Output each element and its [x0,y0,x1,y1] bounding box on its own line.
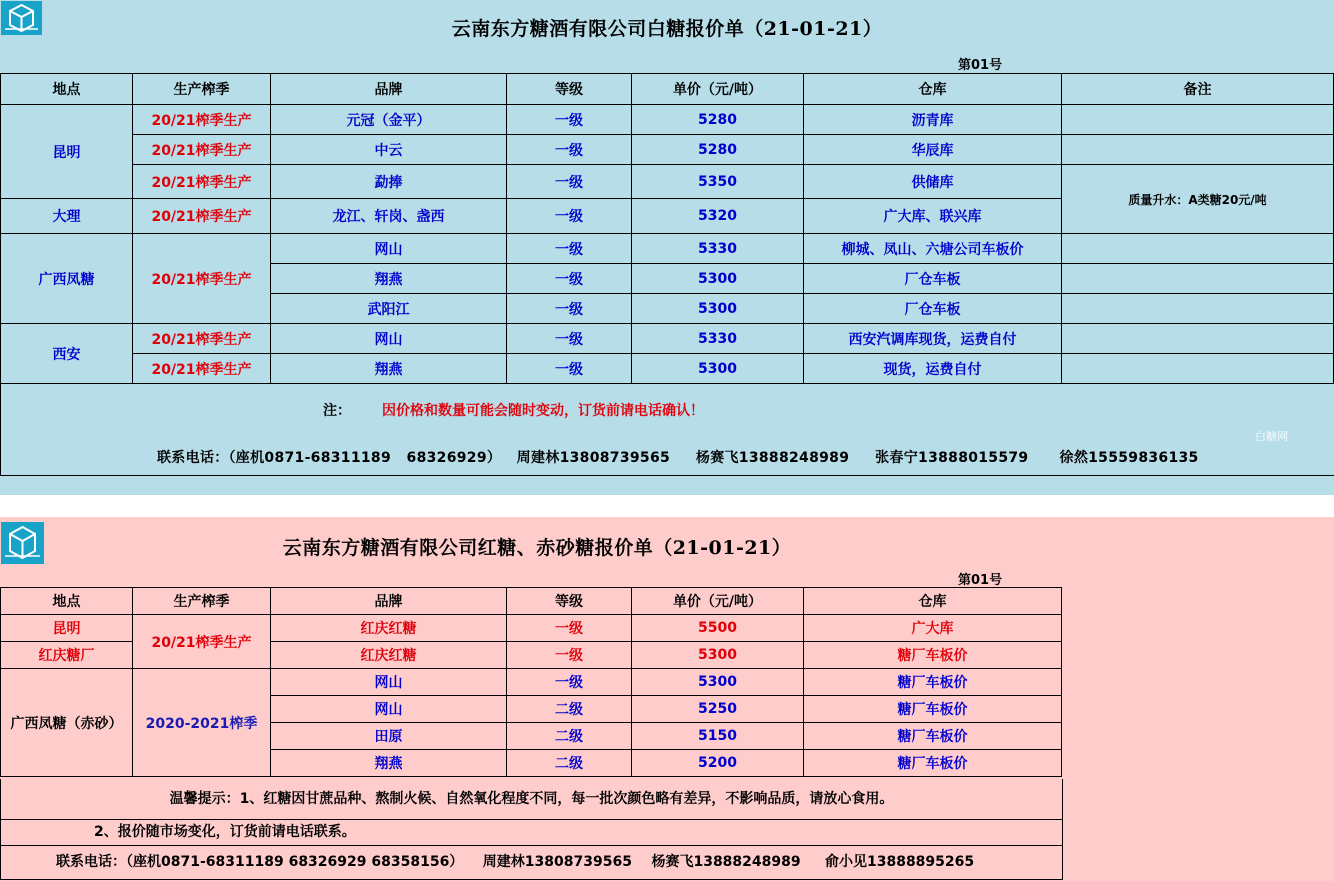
note-label: 注： [323,403,351,419]
cell-price: 5300 [632,642,804,669]
cell-grade: 二级 [507,723,632,750]
contact-info: 联系电话：（座机0871-68311189 68326929） 周建林13808739565 杨赛飞13888248989 张春宁13888015579 徐然15559836135 [157,450,1199,466]
cell-grade: 一级 [507,105,632,135]
table-header-row [1,74,1334,105]
cell-brand: 翔燕 [271,264,507,294]
cell-warehouse: 糖厂车板价 [804,696,1062,723]
cell-location: 昆明 [1,105,133,199]
cell-brand: 田原 [271,723,507,750]
cell-remark [1062,264,1334,294]
cell-warehouse: 沥青库 [804,105,1062,135]
header-warehouse: 仓库 [804,588,1062,615]
cell-price: 5300 [632,264,804,294]
cell-season: 20/21榨季生产 [133,199,271,234]
page-title: 云南东方糖酒有限公司白糖报价单（21-01-21） [451,18,883,40]
header-location: 地点 [1,74,133,105]
header-brand: 品牌 [271,74,507,105]
header-price: 单价（元/吨） [632,588,804,615]
cell-warehouse: 厂仓车板 [804,264,1062,294]
cell-warehouse: 厂仓车板 [804,294,1062,324]
cell-price: 5320 [632,199,804,234]
cell-grade: 一级 [507,165,632,199]
cell-brand: 中云 [271,135,507,165]
cell-season: 20/21榨季生产 [133,354,271,384]
cell-season: 20/21榨季生产 [133,135,271,165]
cell-price: 5250 [632,696,804,723]
cell-location: 昆明 [1,615,133,642]
cell-remark-quality: 质量升水：A类糖20元/吨 [1062,165,1334,234]
cell-location: 大理 [1,199,133,234]
header-season: 生产榨季 [133,74,271,105]
cell-brand: 翔燕 [271,750,507,777]
tip-line-2: 2、报价随市场变化，订货前请电话联系。 [0,819,1063,846]
header-warehouse: 仓库 [804,74,1062,105]
contact-info: 联系电话：（座机0871-68311189 68326929 68358156） 周建林13808739565 杨赛飞13888248989 俞小见13888895265 [0,845,1063,880]
cell-brand: 红庆红糖 [271,615,507,642]
page-title: 云南东方糖酒有限公司红糖、赤砂糖报价单（21-01-21） [282,537,792,559]
cell-grade: 一级 [507,642,632,669]
cell-brand: 龙江、轩岗、盏西 [271,199,507,234]
cell-warehouse: 糖厂车板价 [804,669,1062,696]
cell-remark [1062,354,1334,384]
cell-warehouse: 广大库、联兴库 [804,199,1062,234]
cell-price: 5330 [632,234,804,264]
cell-brand: 元冠（金平） [271,105,507,135]
header-grade: 等级 [507,74,632,105]
cell-location: 广西凤糖 [1,234,133,324]
header-season: 生产榨季 [133,588,271,615]
header-price: 单价（元/吨） [632,74,804,105]
cell-warehouse: 糖厂车板价 [804,750,1062,777]
cell-price: 5350 [632,165,804,199]
cell-grade: 一级 [507,669,632,696]
cell-grade: 一级 [507,294,632,324]
header-brand: 品牌 [271,588,507,615]
cell-price: 5300 [632,354,804,384]
cell-warehouse: 华辰库 [804,135,1062,165]
cell-price: 5500 [632,615,804,642]
cell-warehouse: 柳城、凤山、六塘公司车板价 [804,234,1062,264]
cell-location: 广西凤糖（赤砂） [1,669,133,777]
cell-brand: 网山 [271,324,507,354]
brown-sugar-sheet [0,517,1334,881]
header-grade: 等级 [507,588,632,615]
cell-warehouse: 现货，运费自付 [804,354,1062,384]
brown-sugar-price-table [0,587,1062,777]
cell-season: 20/21榨季生产 [133,234,271,324]
cell-grade: 一级 [507,135,632,165]
watermark: 白糖网 [1255,430,1288,443]
table-row [1,105,1334,135]
cell-price: 5330 [632,324,804,354]
cell-warehouse: 广大库 [804,615,1062,642]
cell-brand: 网山 [271,669,507,696]
cell-grade: 一级 [507,324,632,354]
cell-price: 5200 [632,750,804,777]
cell-warehouse: 糖厂车板价 [804,723,1062,750]
document-number: 第01号 [958,573,1003,588]
cell-brand: 勐捧 [271,165,507,199]
cell-grade: 一级 [507,234,632,264]
table-row [1,135,1334,165]
cell-remark [1062,105,1334,135]
cell-remark [1062,294,1334,324]
cell-season: 20/21榨季生产 [133,105,271,135]
cell-grade: 一级 [507,615,632,642]
table-row [1,615,1062,642]
cell-grade: 二级 [507,696,632,723]
header-remark: 备注 [1062,74,1334,105]
table-row [1,234,1334,264]
cell-grade: 二级 [507,750,632,777]
table-row [1,669,1062,696]
cell-price: 5300 [632,294,804,324]
cell-grade: 一级 [507,354,632,384]
cell-brand: 网山 [271,234,507,264]
cell-warehouse: 供储库 [804,165,1062,199]
table-header-row [1,588,1062,615]
cell-price: 5280 [632,135,804,165]
cell-season: 20/21榨季生产 [133,324,271,354]
cell-brand: 红庆红糖 [271,642,507,669]
table-row [1,324,1334,354]
cell-brand: 武阳江 [271,294,507,324]
cell-season: 20/21榨季生产 [133,165,271,199]
header-location: 地点 [1,588,133,615]
cell-location: 红庆糖厂 [1,642,133,669]
cell-price: 5300 [632,669,804,696]
cell-season: 20/21榨季生产 [133,615,271,669]
cell-warehouse: 糖厂车板价 [804,642,1062,669]
table-row [1,165,1334,199]
cell-brand: 网山 [271,696,507,723]
cell-location: 西安 [1,324,133,384]
cell-grade: 一级 [507,199,632,234]
cell-brand: 翔燕 [271,354,507,384]
cell-remark [1062,135,1334,165]
cell-remark [1062,324,1334,354]
cell-warehouse: 西安汽调库现货，运费自付 [804,324,1062,354]
cell-price: 5150 [632,723,804,750]
tip-line-1: 温馨提示：1、红糖因甘蔗品种、熬制火候、自然氧化程度不同，每一批次颜色略有差异，不影响品质，请放心食用。 [0,779,1063,820]
table-row [1,354,1334,384]
cell-season: 2020-2021榨季 [133,669,271,777]
cell-price: 5280 [632,105,804,135]
document-number: 第01号 [958,58,1003,73]
note-text: 因价格和数量可能会随时变动，订货前请电话确认！ [382,403,704,419]
cell-remark [1062,234,1334,264]
cell-grade: 一级 [507,264,632,294]
